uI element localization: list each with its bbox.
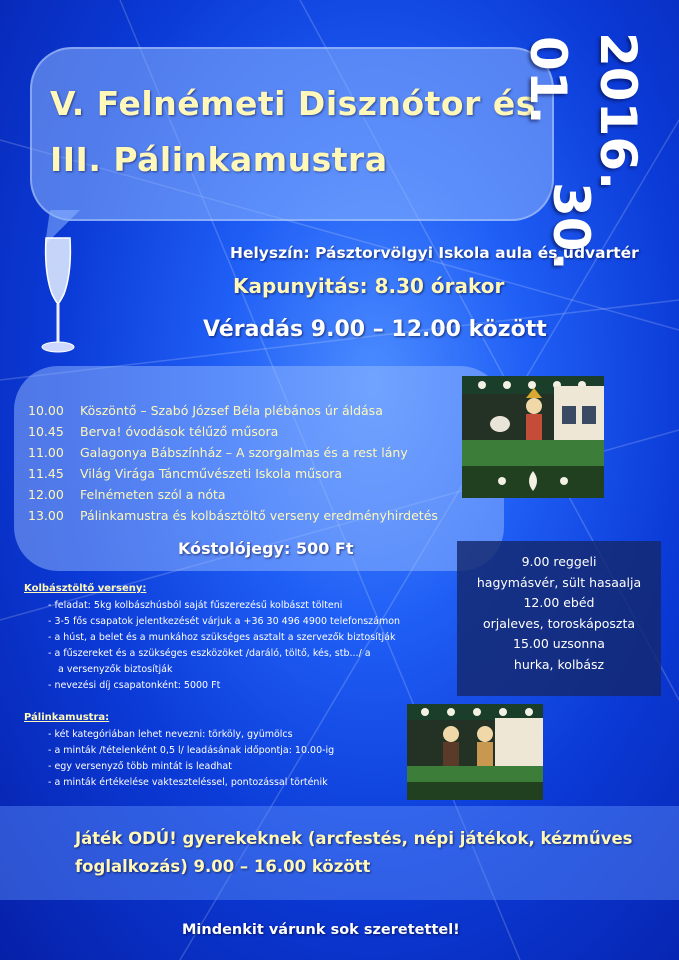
sausage-item: - feladat: 5kg kolbászhúsból saját fűszerezésű kolbászt tölteni (48, 600, 343, 611)
program-row: 10.00 Köszöntő – Szabó József Béla plébános úr áldása (28, 403, 383, 418)
sausage-item: - nevezési díj csapatonként: 5000 Ft (48, 680, 221, 691)
menu-item: hurka, kolbász (513, 656, 605, 672)
sausage-item: - a fűszereket és a szükséges eszközöket /daráló, töltő, kés, stb.../ a (48, 648, 371, 659)
sausage-title: Kolbásztöltő verseny: (24, 583, 147, 594)
title-bubble (30, 47, 554, 221)
palinka-item: - a minták /tételenként 0,5 l/ leadásának időpontja: 10.00-ig (48, 745, 335, 756)
program-row: 11.45 Világ Virága Táncművészeti Iskola műsora (28, 466, 343, 481)
menu-box (457, 541, 661, 696)
palinka-item: - két kategóriában lehet nevezni: törköly, gyümölcs (48, 729, 293, 740)
location-text: Helyszín: Pásztorvölgyi Iskola aula és udvartér (230, 244, 639, 262)
date-day: 30. (542, 182, 600, 271)
program-row: 12.00 Felnémeten szól a nóta (28, 487, 226, 502)
ticket-price: Kóstolójegy: 500 Ft (178, 539, 354, 558)
title-line-1: V. Felnémeti Disznótor és (50, 84, 536, 123)
program-row: 11.00 Galagonya Bábszínház – A szorgalmas és a rest lány (28, 445, 408, 460)
menu-item: hagymásvér, sült hasaalja (476, 574, 642, 590)
program-row: 13.00 Pálinkamustra és kolbásztöltő verseny eredményhirdetés (28, 508, 438, 523)
palinka-item: - a minták értékelése vakteszteléssel, pontozással történik (48, 777, 328, 788)
date-year: 2016. (589, 32, 647, 191)
gate-opening-text: Kapunyitás: 8.30 órakor (233, 274, 505, 298)
kids-line-1: Játék ODÚ! gyerekeknek (arcfestés, népi játékok, kézműves (75, 829, 633, 848)
palinka-glass-icon (38, 232, 78, 357)
menu-item: 12.00 ebéd (523, 595, 595, 610)
palinka-title: Pálinkamustra: (24, 712, 110, 723)
blood-donation-text: Véradás 9.00 – 12.00 között (203, 317, 547, 342)
puppet-show-photo (462, 376, 604, 498)
sausage-item: - 3-5 fős csapatok jelentkezését várjuk a +36 30 496 4900 telefonszámon (48, 616, 401, 627)
kids-line-2: foglalkozás) 9.00 – 16.00 között (75, 857, 371, 876)
menu-item: orjaleves, toroskáposzta (482, 615, 636, 631)
kids-band (0, 806, 679, 900)
program-row: 10.45 Berva! óvodások télűző műsora (28, 424, 279, 439)
sausage-item: a versenyzők biztosítják (58, 664, 173, 675)
title-line-2: III. Pálinkamustra (50, 140, 388, 179)
menu-item: 15.00 uzsonna (513, 636, 605, 651)
date-month: 01. (519, 36, 577, 125)
palinka-item: - egy versenyző több mintát is leadhat (48, 761, 232, 772)
sausage-item: - a húst, a belet és a munkához szükséges asztalt a szervezők biztosítják (48, 632, 396, 643)
puppet-show-photo-2 (407, 704, 543, 800)
closing-text: Mindenkit várunk sok szeretettel! (182, 922, 460, 938)
menu-item: 9.00 reggeli (521, 554, 597, 569)
